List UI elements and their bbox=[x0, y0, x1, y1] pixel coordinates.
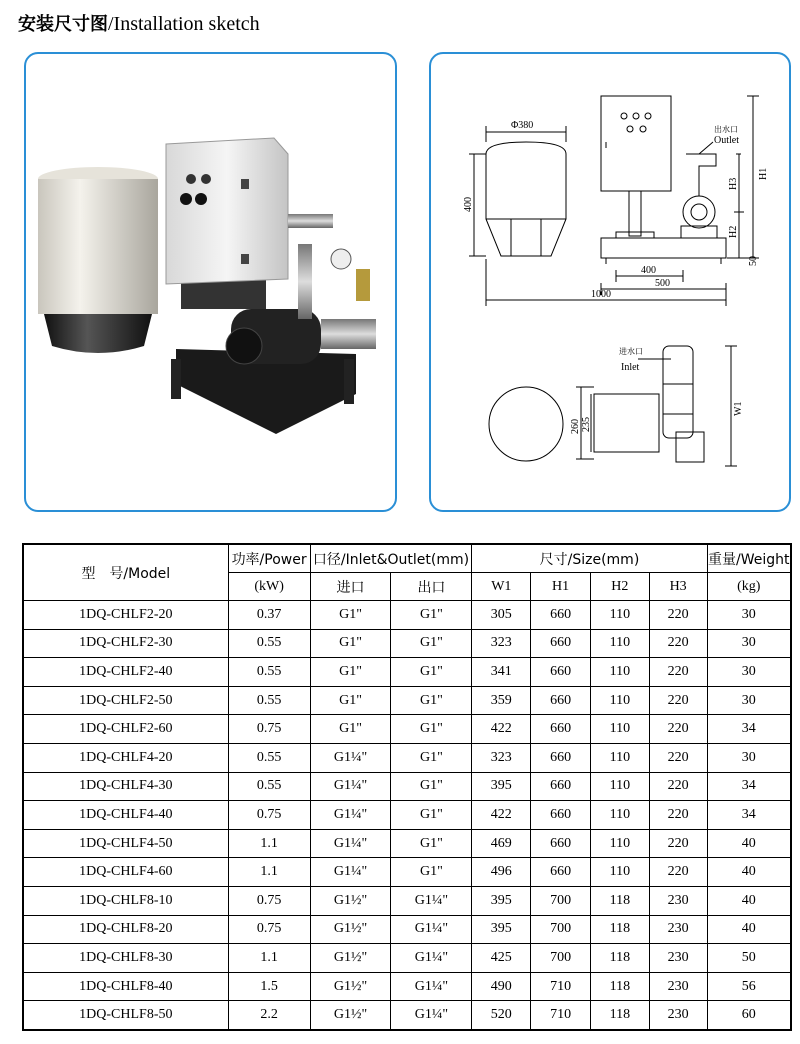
cell-h2: 110 bbox=[590, 686, 649, 715]
table-row bbox=[23, 743, 791, 772]
table-row bbox=[23, 715, 791, 744]
cell-model: 1DQ-CHLF2-30 bbox=[23, 629, 228, 658]
cell-inlet: G1½" bbox=[310, 915, 391, 944]
cell-h2: 110 bbox=[590, 858, 649, 887]
page-title-cn: 安装尺寸图 bbox=[18, 14, 108, 35]
cell-outlet: G1" bbox=[391, 772, 472, 801]
label-inlet-en: Inlet bbox=[621, 362, 640, 373]
cell-w1: 490 bbox=[472, 972, 531, 1001]
table-row bbox=[23, 858, 791, 887]
dimension-sketch-panel bbox=[429, 52, 791, 512]
cell-outlet: G1" bbox=[391, 629, 472, 658]
label-inlet-cn: 进水口 bbox=[619, 347, 643, 356]
cell-weight: 40 bbox=[707, 886, 791, 915]
cell-inlet: G1½" bbox=[310, 944, 391, 973]
cell-power: 1.1 bbox=[228, 858, 310, 887]
header-port: 口径/Inlet&Outlet(mm) bbox=[310, 544, 472, 573]
dim-50: 50 bbox=[748, 256, 759, 266]
cell-power: 0.55 bbox=[228, 743, 310, 772]
cell-h3: 220 bbox=[649, 601, 707, 630]
cell-h1: 710 bbox=[531, 972, 591, 1001]
label-h2: H2 bbox=[728, 225, 739, 238]
dim-tank-height: 400 bbox=[463, 197, 474, 212]
label-outlet-cn: 出水口 bbox=[714, 125, 738, 134]
cell-model: 1DQ-CHLF8-20 bbox=[23, 915, 228, 944]
cell-h3: 230 bbox=[649, 1001, 707, 1030]
cell-inlet: G1¼" bbox=[310, 772, 391, 801]
cell-h1: 660 bbox=[531, 715, 591, 744]
cell-model: 1DQ-CHLF8-50 bbox=[23, 1001, 228, 1030]
dim-tank-diameter: Φ380 bbox=[511, 120, 534, 131]
cell-power: 0.55 bbox=[228, 658, 310, 687]
cell-model: 1DQ-CHLF4-60 bbox=[23, 858, 228, 887]
cell-outlet: G1" bbox=[391, 829, 472, 858]
cell-outlet: G1¼" bbox=[391, 972, 472, 1001]
cell-model: 1DQ-CHLF4-50 bbox=[23, 829, 228, 858]
label-w1: W1 bbox=[733, 401, 744, 416]
spec-table-body bbox=[23, 601, 791, 1030]
cell-h2: 110 bbox=[590, 715, 649, 744]
cell-h1: 660 bbox=[531, 772, 591, 801]
table-row bbox=[23, 944, 791, 973]
header-power-unit: (kW) bbox=[228, 573, 310, 601]
cell-h1: 710 bbox=[531, 1001, 591, 1030]
cell-w1: 469 bbox=[472, 829, 531, 858]
cell-w1: 496 bbox=[472, 858, 531, 887]
dim-400: 400 bbox=[641, 265, 656, 276]
cell-power: 1.1 bbox=[228, 829, 310, 858]
cell-model: 1DQ-CHLF2-40 bbox=[23, 658, 228, 687]
cell-h3: 220 bbox=[649, 858, 707, 887]
cell-power: 1.1 bbox=[228, 944, 310, 973]
cell-inlet: G1½" bbox=[310, 886, 391, 915]
cell-inlet: G1¼" bbox=[310, 743, 391, 772]
cell-inlet: G1" bbox=[310, 686, 391, 715]
cell-h2: 110 bbox=[590, 658, 649, 687]
cell-outlet: G1" bbox=[391, 743, 472, 772]
cell-weight: 60 bbox=[707, 1001, 791, 1030]
cell-inlet: G1½" bbox=[310, 1001, 391, 1030]
cell-h2: 118 bbox=[590, 1001, 649, 1030]
cell-outlet: G1" bbox=[391, 715, 472, 744]
cell-h1: 700 bbox=[531, 944, 591, 973]
cell-weight: 56 bbox=[707, 972, 791, 1001]
cell-inlet: G1" bbox=[310, 601, 391, 630]
header-model: 型 号/Model bbox=[23, 544, 228, 601]
header-outlet: 出口 bbox=[391, 573, 472, 601]
header-power: 功率/Power bbox=[228, 544, 310, 573]
header-h2: H2 bbox=[590, 573, 649, 601]
dim-500: 500 bbox=[655, 278, 670, 289]
cell-h2: 110 bbox=[590, 772, 649, 801]
header-weight: 重量/Weight bbox=[707, 544, 791, 573]
page-title-en: /Installation sketch bbox=[108, 13, 260, 35]
cell-w1: 395 bbox=[472, 886, 531, 915]
cell-power: 0.75 bbox=[228, 801, 310, 830]
header-weight-unit: (kg) bbox=[707, 573, 791, 601]
cell-outlet: G1" bbox=[391, 858, 472, 887]
cell-h3: 220 bbox=[649, 715, 707, 744]
cell-power: 0.37 bbox=[228, 601, 310, 630]
table-row bbox=[23, 915, 791, 944]
cell-h3: 220 bbox=[649, 686, 707, 715]
cell-weight: 30 bbox=[707, 601, 791, 630]
cell-h1: 660 bbox=[531, 858, 591, 887]
cell-outlet: G1" bbox=[391, 658, 472, 687]
cell-w1: 359 bbox=[472, 686, 531, 715]
product-photo-panel bbox=[24, 52, 397, 512]
cell-h2: 110 bbox=[590, 743, 649, 772]
label-h3: H3 bbox=[728, 177, 739, 190]
cell-w1: 323 bbox=[472, 743, 531, 772]
header-inlet: 进口 bbox=[310, 573, 391, 601]
cell-w1: 323 bbox=[472, 629, 531, 658]
cell-model: 1DQ-CHLF4-30 bbox=[23, 772, 228, 801]
cell-h3: 220 bbox=[649, 829, 707, 858]
product-photo bbox=[26, 54, 397, 512]
cell-weight: 30 bbox=[707, 629, 791, 658]
dimension-sketch bbox=[431, 54, 791, 512]
spec-table bbox=[22, 543, 792, 1031]
cell-h3: 230 bbox=[649, 886, 707, 915]
cell-model: 1DQ-CHLF8-30 bbox=[23, 944, 228, 973]
cell-model: 1DQ-CHLF4-20 bbox=[23, 743, 228, 772]
cell-inlet: G1½" bbox=[310, 972, 391, 1001]
cell-outlet: G1" bbox=[391, 686, 472, 715]
cell-w1: 422 bbox=[472, 715, 531, 744]
page-title bbox=[18, 10, 260, 36]
cell-model: 1DQ-CHLF8-40 bbox=[23, 972, 228, 1001]
header-size: 尺寸/Size(mm) bbox=[472, 544, 707, 573]
cell-weight: 30 bbox=[707, 658, 791, 687]
cell-h1: 700 bbox=[531, 886, 591, 915]
label-outlet-en: Outlet bbox=[714, 135, 739, 146]
cell-power: 0.75 bbox=[228, 715, 310, 744]
cell-w1: 425 bbox=[472, 944, 531, 973]
header-h3: H3 bbox=[649, 573, 707, 601]
cell-h3: 230 bbox=[649, 944, 707, 973]
cell-h2: 110 bbox=[590, 601, 649, 630]
table-row bbox=[23, 601, 791, 630]
dim-1000: 1000 bbox=[591, 289, 611, 300]
cell-weight: 30 bbox=[707, 686, 791, 715]
cell-outlet: G1¼" bbox=[391, 944, 472, 973]
cell-h3: 220 bbox=[649, 801, 707, 830]
cell-h3: 220 bbox=[649, 743, 707, 772]
cell-outlet: G1¼" bbox=[391, 915, 472, 944]
table-row bbox=[23, 772, 791, 801]
dim-260: 260 bbox=[570, 419, 581, 434]
cell-h1: 700 bbox=[531, 915, 591, 944]
table-row bbox=[23, 801, 791, 830]
cell-h1: 660 bbox=[531, 629, 591, 658]
cell-inlet: G1¼" bbox=[310, 858, 391, 887]
cell-weight: 34 bbox=[707, 715, 791, 744]
table-row bbox=[23, 658, 791, 687]
cell-h3: 220 bbox=[649, 658, 707, 687]
cell-w1: 305 bbox=[472, 601, 531, 630]
cell-power: 0.55 bbox=[228, 686, 310, 715]
cell-w1: 520 bbox=[472, 1001, 531, 1030]
cell-weight: 40 bbox=[707, 829, 791, 858]
cell-power: 0.75 bbox=[228, 915, 310, 944]
cell-w1: 341 bbox=[472, 658, 531, 687]
cell-weight: 30 bbox=[707, 743, 791, 772]
cell-inlet: G1¼" bbox=[310, 829, 391, 858]
cell-w1: 395 bbox=[472, 915, 531, 944]
cell-model: 1DQ-CHLF2-50 bbox=[23, 686, 228, 715]
cell-h2: 118 bbox=[590, 944, 649, 973]
cell-outlet: G1¼" bbox=[391, 1001, 472, 1030]
cell-outlet: G1¼" bbox=[391, 886, 472, 915]
cell-weight: 34 bbox=[707, 801, 791, 830]
cell-model: 1DQ-CHLF2-60 bbox=[23, 715, 228, 744]
cell-h2: 118 bbox=[590, 915, 649, 944]
cell-h2: 110 bbox=[590, 801, 649, 830]
cell-outlet: G1" bbox=[391, 601, 472, 630]
table-row bbox=[23, 1001, 791, 1030]
label-h1: H1 bbox=[758, 167, 769, 180]
cell-power: 0.55 bbox=[228, 772, 310, 801]
cell-power: 1.5 bbox=[228, 972, 310, 1001]
cell-h1: 660 bbox=[531, 686, 591, 715]
cell-inlet: G1" bbox=[310, 658, 391, 687]
table-row bbox=[23, 629, 791, 658]
cell-h3: 220 bbox=[649, 629, 707, 658]
cell-power: 2.2 bbox=[228, 1001, 310, 1030]
cell-h2: 110 bbox=[590, 829, 649, 858]
cell-weight: 40 bbox=[707, 915, 791, 944]
cell-h3: 230 bbox=[649, 915, 707, 944]
cell-h1: 660 bbox=[531, 829, 591, 858]
header-h1: H1 bbox=[531, 573, 591, 601]
cell-w1: 395 bbox=[472, 772, 531, 801]
cell-model: 1DQ-CHLF4-40 bbox=[23, 801, 228, 830]
cell-w1: 422 bbox=[472, 801, 531, 830]
cell-h1: 660 bbox=[531, 743, 591, 772]
cell-h2: 118 bbox=[590, 972, 649, 1001]
cell-h3: 220 bbox=[649, 772, 707, 801]
cell-inlet: G1" bbox=[310, 629, 391, 658]
cell-outlet: G1" bbox=[391, 801, 472, 830]
cell-weight: 50 bbox=[707, 944, 791, 973]
cell-h1: 660 bbox=[531, 658, 591, 687]
table-row bbox=[23, 686, 791, 715]
cell-h3: 230 bbox=[649, 972, 707, 1001]
table-row bbox=[23, 886, 791, 915]
cell-inlet: G1¼" bbox=[310, 801, 391, 830]
dim-235: 235 bbox=[581, 417, 592, 432]
cell-power: 0.75 bbox=[228, 886, 310, 915]
cell-h2: 110 bbox=[590, 629, 649, 658]
table-row bbox=[23, 972, 791, 1001]
cell-h2: 118 bbox=[590, 886, 649, 915]
table-row bbox=[23, 829, 791, 858]
cell-power: 0.55 bbox=[228, 629, 310, 658]
cell-weight: 34 bbox=[707, 772, 791, 801]
cell-h1: 660 bbox=[531, 801, 591, 830]
cell-model: 1DQ-CHLF8-10 bbox=[23, 886, 228, 915]
cell-h1: 660 bbox=[531, 601, 591, 630]
cell-weight: 40 bbox=[707, 858, 791, 887]
cell-inlet: G1" bbox=[310, 715, 391, 744]
header-w1: W1 bbox=[472, 573, 531, 601]
cell-model: 1DQ-CHLF2-20 bbox=[23, 601, 228, 630]
